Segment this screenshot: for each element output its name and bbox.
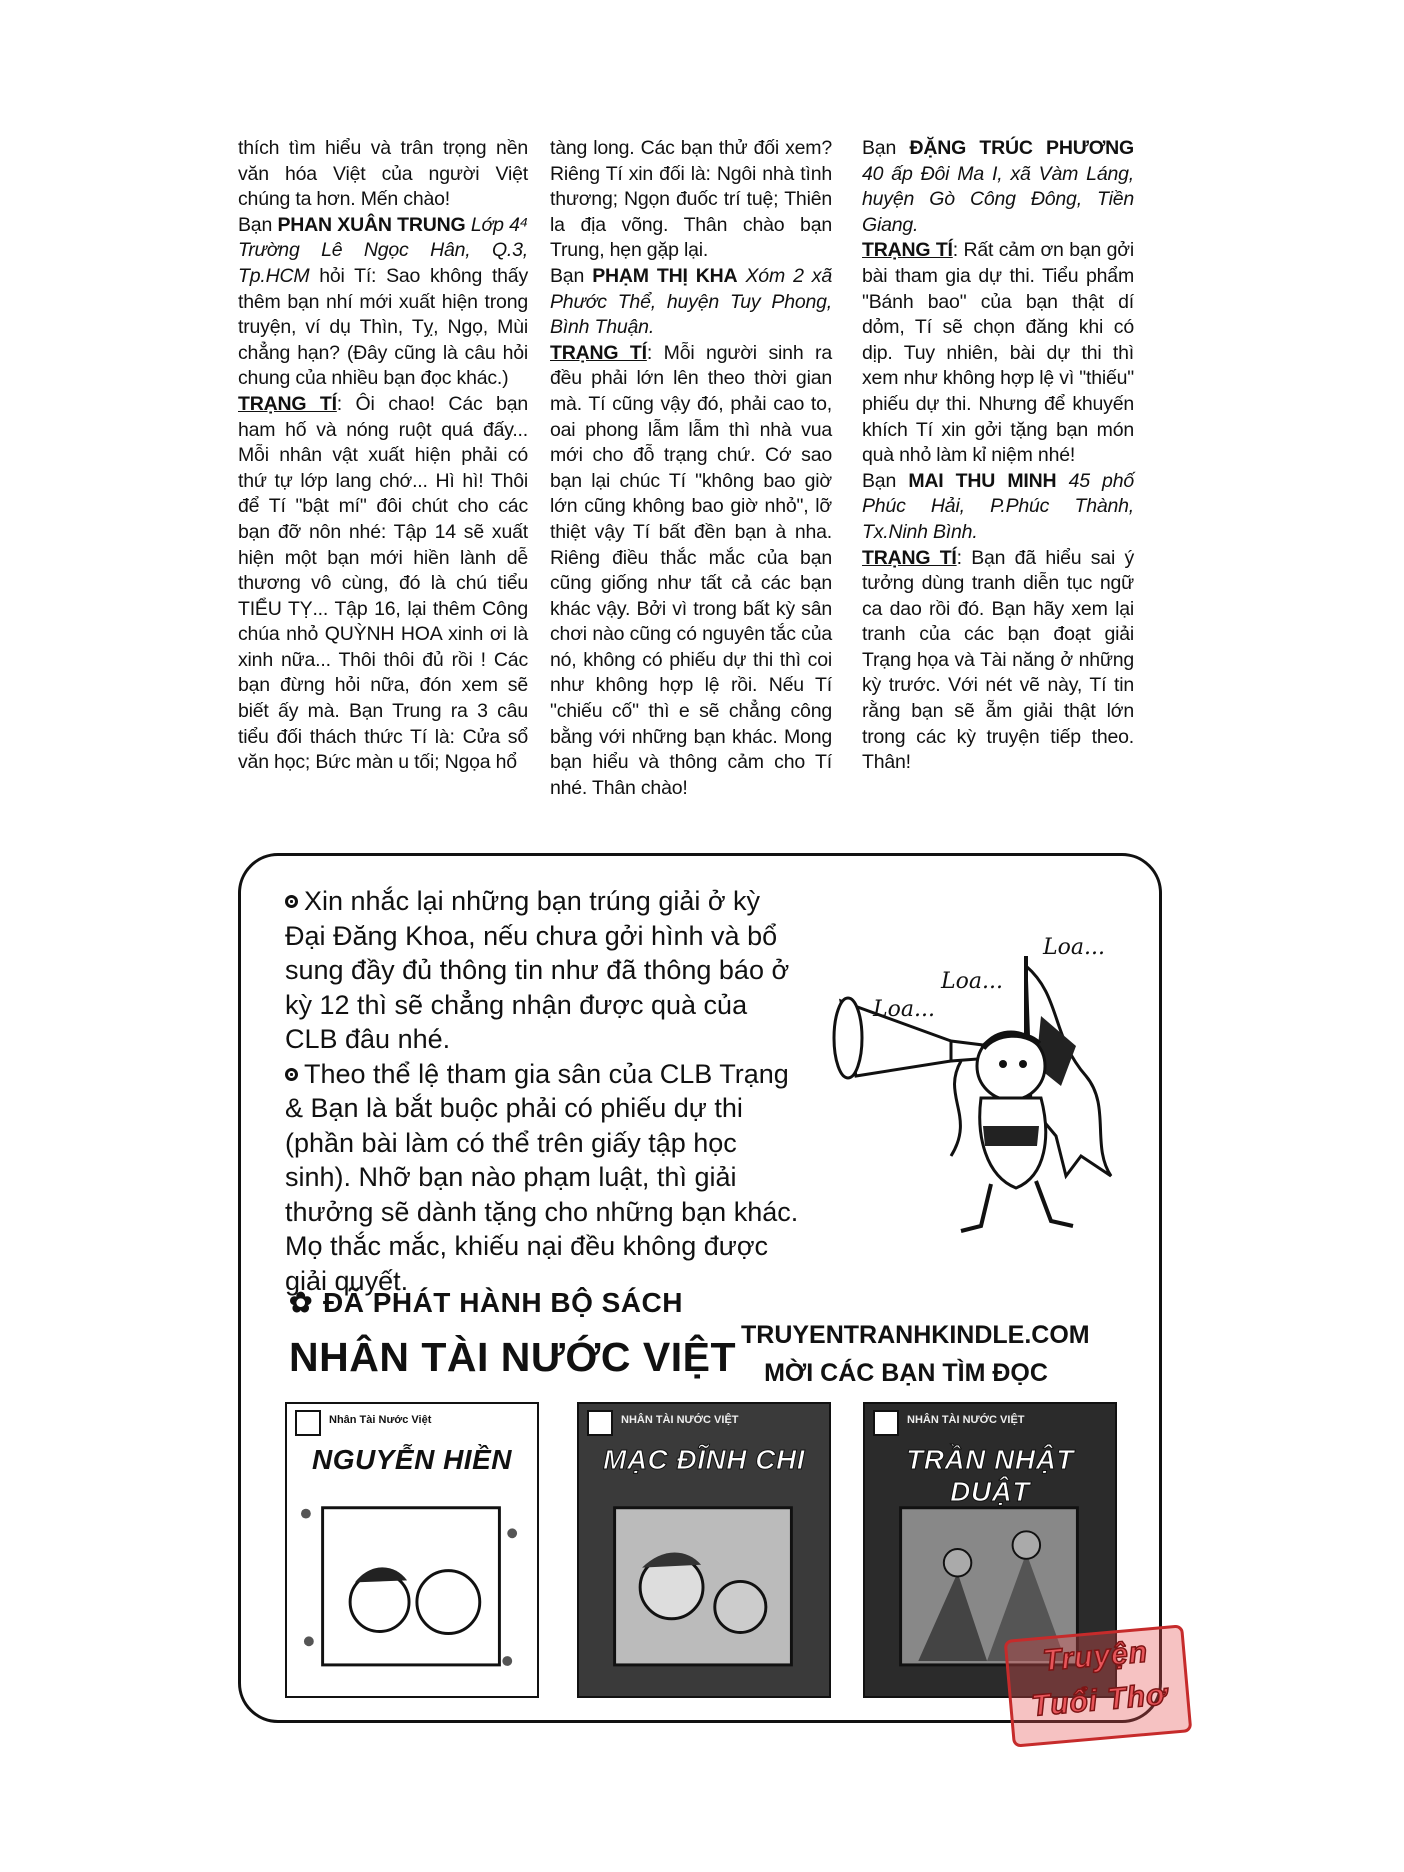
reply-label: TRẠNG TÍ (862, 546, 957, 569)
letter (550, 264, 832, 341)
book-series: NHÂN TÀI NƯỚC VIỆT (621, 1414, 739, 1426)
reply (862, 238, 1134, 468)
letter (238, 213, 528, 392)
site-url: TRUYENTRANHKINDLE.COM (741, 1321, 1090, 1349)
publisher-logo-icon (873, 1410, 899, 1436)
publisher-logo-icon (295, 1410, 321, 1436)
reply (238, 392, 528, 776)
watermark-stamp (1004, 1624, 1193, 1747)
paragraph: tàng long. Các bạn thử đối xem? Riêng Tí xin đối là: Ngôi nhà tình thương; Ngọn đuốc trí tuệ; Thiên la địa võng. Thân chào bạn Trung, hẹn gặp lại. (550, 137, 832, 262)
letter-column-3 (862, 136, 1134, 776)
reader-name: PHẠM THỊ KHA (592, 264, 738, 287)
letter (862, 469, 1134, 546)
notice-text (285, 884, 805, 1298)
notice-item (285, 1057, 805, 1299)
reply-text: : Bạn đã hiểu sai ý tưởng dùng tranh diễn tục ngữ ca dao rồi đó. Bạn hãy xem lại tranh của các bạn đoạt giải Trạng họa và Tài năng ở những kỳ trước. Với nét vẽ này, Tí tin rằng bạn sẽ ẵm giải thật lớn trong các kỳ truyện tiếp theo. Thân! (862, 546, 1134, 774)
prefix: Bạn (238, 213, 273, 236)
letter-column-2 (550, 136, 832, 801)
notice-item-text: Theo thể lệ tham gia sân của CLB Trạng & Bạn là bắt buộc phải có phiếu dự thi (phần bài làm có thể trên giấy tập học sinh). Nhỡ bạn nào phạm luật, thì giải thưởng sẽ dành tặng cho những bạn khác. Mọ thắc mắc, khiếu nại đều không được giải quyết. (285, 1058, 799, 1296)
book-title: TRẦN NHẬT DUẬT (906, 1444, 1074, 1507)
letter (862, 136, 1134, 238)
reader-address: 40 ấp Đôi Ma I, xã Vàm Láng, huyện Gò Công Đông, Tiền Giang. (862, 162, 1134, 236)
book-title: MẠC ĐĨNH CHI (603, 1444, 805, 1475)
shout-text: Loa... (873, 997, 935, 1022)
shout-text: Loa... (1043, 935, 1105, 960)
bullet-icon (285, 1068, 298, 1081)
reply-text: : Rất cảm ơn bạn gởi bài tham gia dự thi. Tiểu phẩm "Bánh bao" của bạn thật dí dỏm, Tí sẽ chọn đăng khi có dịp. Tuy nhiên, bài dự thi thì xem như không hợp lệ vì "thiếu" phiếu dự thi. Nhưng để khuyến khích Tí xin gởi tặng bạn món quà nhỏ làm kỉ niệm nhé! (862, 239, 1134, 467)
notice-item (285, 884, 805, 1057)
shout-text: Loa... (941, 969, 1003, 994)
book-cover (285, 1402, 539, 1698)
reply-label: TRẠNG TÍ (550, 341, 647, 364)
reply-label: TRẠNG TÍ (238, 392, 337, 415)
series-title: NHÂN TÀI NƯỚC VIỆT (289, 1334, 736, 1380)
book-title: NGUYỄN HIỀN (312, 1444, 512, 1475)
reader-name: MAI THU MINH (908, 469, 1057, 492)
reader-name: ĐẶNG TRÚC PHƯƠNG (909, 137, 1135, 159)
book-series: Nhân Tài Nước Việt (329, 1414, 432, 1426)
letter-text: hỏi Tí: Sao không thấy thêm bạn nhí mới xuất hiện trong truyện, ví dụ Thìn, Tỵ, Ngọ, Mùi chẳng hạn? (Đây cũng là câu hỏi chung của nhiều bạn đọc khác.) (238, 264, 529, 390)
publisher-logo-icon (587, 1410, 613, 1436)
stamp-line: Truyện (1041, 1635, 1150, 1678)
book-series: NHÂN TÀI NƯỚC VIỆT (907, 1414, 1025, 1426)
release-heading (289, 1286, 683, 1319)
notice-box (238, 853, 1162, 1723)
reader-address: Xóm 2 xã Phước Thể, huyện Tuy Phong, Bình Thuận. (550, 264, 832, 339)
mascot-megaphone-illustration (811, 926, 1131, 1256)
prefix: Bạn (862, 137, 897, 159)
reader-address: Lớp 4⁴ Trường Lê Ngọc Hân, Q.3, Tp.HCM (238, 213, 528, 287)
letter-column-1 (238, 136, 528, 776)
book-illustration (593, 1494, 815, 1681)
notice-item-text: Xin nhắc lại những bạn trúng giải ở kỳ Đại Đăng Khoa, nếu chưa gởi hình và bổ sung đầy đủ thông tin như đã thông báo ở kỳ 12 thì sẽ chẳng nhận được quà của CLB đâu nhé. (285, 886, 790, 1054)
stamp-line: Tuổi Thơ (1030, 1678, 1169, 1723)
reply-label: TRẠNG TÍ (862, 239, 953, 262)
release-text: ĐÃ PHÁT HÀNH BỘ SÁCH (322, 1287, 683, 1318)
site-promo (741, 1316, 1090, 1392)
reader-address: 45 phố Phúc Hải, P.Phúc Thành, Tx.Ninh Bình. (862, 469, 1134, 543)
book-cover (577, 1402, 831, 1698)
reply-text: : Mỗi người sinh ra đều phải lớn lên theo thời gian mà. Tí cũng vậy đó, phải cao to, oai phong lẫm lẫm thì nhà vua mới cho đỗ trạng chứ. Cớ sao bạn lại chúc Tí "không bao giờ lớn cũng không bao giờ nhỏ", lỡ thiệt vậy Tí bất đền bạn à nha. Riêng điều thắc mắc của bạn cũng giống như tất cả các bạn khác vậy. Bởi vì trong bất kỳ sân chơi nào cũng có nguyên tắc của nó, không có phiếu dự thi thì coi như không hợp lệ rồi. Nếu Tí "chiếu cố" thì e sẽ chẳng công bằng với những bạn khác. Mong bạn hiểu và thông cảm cho Tí nhé. Thân chào! (550, 341, 832, 799)
reply (550, 341, 832, 802)
bullet-icon (285, 895, 298, 908)
reply (862, 546, 1134, 776)
book-illustration (301, 1494, 523, 1681)
reply-text: : Ôi chao! Các bạn ham hố và nóng ruột quá đấy... Mỗi nhân vật xuất hiện phải có thứ tự lớp lang chớ... Hì hì! Thôi để Tí "bật mí" đôi chút cho các bạn đỡ nôn nhé: Tập 14 sẽ xuất hiện một bạn mới hiền lành dễ thương vô cùng, đó là chú tiểu TIỂU TỴ... Tập 16, lại thêm Công chúa nhỏ QUỲNH HOA xinh ơi là xinh nữa... Thôi thôi đủ rồi ! Các bạn đừng hỏi nữa, đón xem sẽ biết ấy mà. Bạn Trung ra 3 câu tiểu đối thách thức Tí là: Cửa sổ văn học; Bức màn u tối; Ngọa hổ (238, 392, 528, 774)
invite-text: MỜI CÁC BẠN TÌM ĐỌC (764, 1359, 1048, 1387)
paragraph: thích tìm hiểu và trân trọng nền văn hóa Việt của người Việt chúng ta hơn. Mến chào! (238, 137, 528, 211)
prefix: Bạn (550, 264, 585, 287)
reader-name: PHAN XUÂN TRUNG (277, 213, 466, 236)
prefix: Bạn (862, 469, 897, 492)
flower-icon: ✿ (289, 1287, 313, 1318)
